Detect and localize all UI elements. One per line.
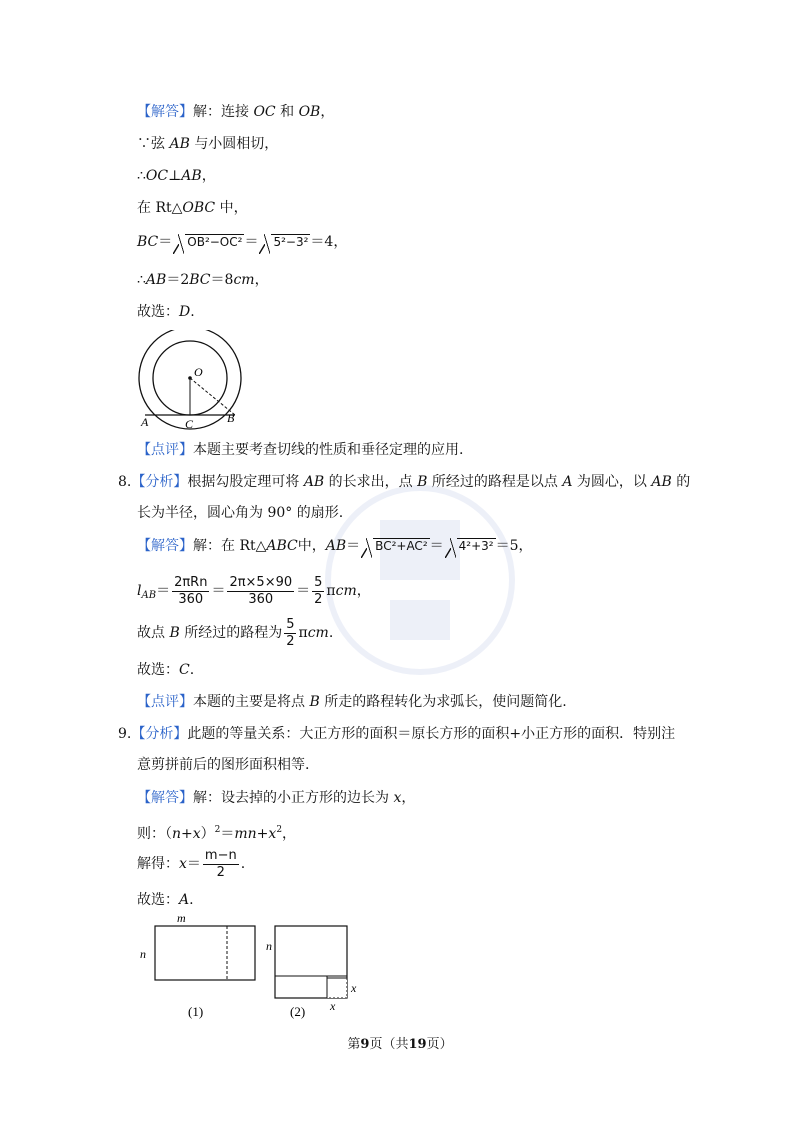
denominator: 2 [216, 864, 225, 880]
fraction [284, 617, 296, 650]
radicand: OB²−OC² [187, 235, 243, 249]
fraction [172, 575, 209, 608]
analysis-tag: 【分析】 [131, 726, 188, 742]
math-bc: BC [137, 234, 159, 250]
text: 则：（ [137, 826, 172, 842]
numerator: 5 [314, 574, 323, 590]
text: 为圆心，以 [576, 474, 647, 490]
choice-value: D [179, 304, 191, 320]
text: ， [356, 583, 371, 599]
answer-tag: 【解答】 [137, 538, 193, 554]
fraction [312, 575, 324, 608]
analysis-tag: 【分析】 [131, 474, 188, 490]
math-obc: OBC [182, 200, 216, 216]
q7-choice [137, 302, 195, 322]
subscript: AB [141, 590, 157, 601]
text: 长为半径，圆心角为 90° 的扇形. [137, 505, 344, 521]
text: 第 [347, 1037, 361, 1052]
math-ab: AB [169, 136, 190, 152]
text: . [189, 892, 194, 908]
text: 中， [219, 200, 248, 216]
unit: cm [335, 583, 357, 599]
sqrt-expr [259, 232, 310, 252]
text: 本题主要考查切线的性质和垂径定理的应用. [193, 442, 464, 458]
q7-comment [137, 440, 463, 460]
text: 故选： [137, 892, 179, 908]
text: ， [401, 790, 416, 806]
sqrt-expr [173, 232, 244, 252]
answer-tag: 【解答】 [137, 790, 193, 806]
text: 意剪拼前后的图形面积相等. [137, 757, 310, 773]
math-expr: n+x [172, 826, 201, 842]
sqrt-expr [361, 536, 429, 556]
text: 解：设去掉的小正方形的边长为 [193, 790, 389, 806]
math-x: x [179, 856, 187, 872]
math-oc: OC [145, 168, 169, 184]
q7-line-2 [137, 134, 278, 154]
math-b: B [169, 625, 180, 641]
q7-line-4 [137, 198, 248, 218]
label-c: C [185, 417, 194, 430]
q8-path-line [137, 614, 333, 652]
math-ab: AB [181, 168, 202, 184]
perp-symbol: ⊥ [168, 168, 182, 184]
q9-rectangle-figure [130, 908, 370, 1023]
text: ∵弦 [137, 136, 165, 152]
q9-solution [137, 845, 245, 883]
page-total: 19 [408, 1037, 427, 1052]
text: ＝ [244, 234, 259, 250]
math-b: B [417, 474, 428, 490]
text: ， [282, 826, 297, 842]
text: 解得： [137, 856, 179, 872]
text: 故选： [137, 662, 179, 678]
text: 故选： [137, 304, 179, 320]
text: ＝2 [166, 272, 190, 288]
math-l: l [137, 583, 142, 599]
text: 根据勾股定理可将 [187, 474, 300, 490]
text: 页） [426, 1037, 453, 1052]
q7-line-5 [137, 232, 347, 252]
text: ＝4， [310, 234, 348, 250]
numerator: 2π×5×90 [229, 574, 293, 590]
text: . [240, 856, 246, 872]
math-a: A [562, 474, 573, 490]
text: ＝ [186, 856, 201, 872]
text: 解：连接 [193, 104, 249, 120]
text: 本题的主要是将点 [193, 694, 305, 710]
text: 所经过的路程为 [184, 625, 283, 641]
unit: cm [233, 272, 255, 288]
fraction [203, 848, 239, 881]
center-point [188, 376, 192, 380]
text: 此题的等量关系：大正方形的面积＝原长方形的面积+小正方形的面积．特别注 [187, 726, 676, 742]
superscript: 2 [276, 825, 283, 835]
text: ＝8 [210, 272, 234, 288]
radicand: 5²−3² [273, 235, 309, 249]
math-bc: BC [189, 272, 211, 288]
math-ab: AB [651, 474, 672, 490]
question-number: 9. [118, 726, 132, 742]
q7-answer-line [137, 102, 334, 122]
pi-symbol: π [326, 583, 336, 599]
text: 中， [297, 538, 326, 554]
text: ∴ [137, 168, 146, 184]
q7-circle-figure [137, 330, 252, 430]
page-footer [0, 1035, 800, 1055]
text: 所走的路程转化为求弧长，使问题简化. [324, 694, 567, 710]
q9-analysis-line-1 [118, 724, 675, 744]
text: ＝ [346, 538, 361, 554]
q9-choice [137, 890, 194, 910]
text: 的长求出，点 [328, 474, 413, 490]
sqrt-expr [445, 536, 496, 556]
text: 故点 [137, 625, 165, 641]
q8-analysis-line-1 [118, 472, 690, 492]
q8-choice [137, 660, 194, 680]
radicand: BC²+AC² [375, 539, 428, 553]
text: 和 [280, 104, 295, 120]
label-n: n [140, 947, 146, 961]
answer-tag: 【解答】 [137, 104, 193, 120]
fraction [227, 575, 294, 608]
q8-comment [137, 692, 567, 712]
text: 页（共 [369, 1037, 409, 1052]
label-n: n [266, 939, 272, 953]
label-a: A [141, 415, 149, 429]
math-abc: ABC [266, 538, 298, 554]
q8-analysis-line-2 [137, 503, 343, 523]
pi-symbol: π [298, 625, 308, 641]
q8-arc-length [137, 572, 371, 615]
q7-line-6 [137, 270, 269, 290]
question-number: 8. [118, 474, 132, 490]
text: ） [200, 826, 215, 842]
text: ＝ [211, 583, 226, 599]
rectangle-1 [155, 926, 255, 980]
q7-line-3 [137, 166, 216, 186]
text: 解：在 Rt△ [193, 538, 267, 554]
label-x: x [330, 999, 336, 1013]
numerator: 2πRn [174, 574, 208, 590]
q8-answer-line-1 [137, 536, 533, 556]
text: ＝5， [495, 538, 533, 554]
q9-analysis-line-2 [137, 755, 309, 775]
text: ＝ [296, 583, 311, 599]
text: 所经过的路程是以点 [431, 474, 558, 490]
math-ab: AB [325, 538, 347, 554]
math-x: x [393, 790, 402, 806]
caption-2: (2) [290, 1004, 306, 1019]
unit: cm [307, 625, 329, 641]
comment-tag: 【点评】 [137, 694, 193, 710]
math-b: B [309, 694, 320, 710]
q9-equation [137, 820, 296, 844]
label-m: m [177, 911, 186, 925]
text: 在 Rt△ [137, 200, 183, 216]
choice-value: A [179, 892, 190, 908]
text: ， [254, 272, 269, 288]
math-ab: AB [303, 474, 325, 490]
q9-answer-line-1 [137, 788, 415, 808]
denominator: 2 [286, 633, 295, 649]
text: ＝ [429, 538, 444, 554]
text: 的 [676, 474, 691, 490]
label-o: O [194, 365, 203, 379]
text: ＝ [158, 234, 173, 250]
denominator: 360 [178, 591, 204, 607]
text: ＝ [156, 583, 171, 599]
math-ob: OB [298, 104, 321, 120]
text: ∴ [137, 272, 146, 288]
numerator: m−n [204, 847, 237, 863]
segment-ob [190, 378, 235, 415]
caption-1: (1) [188, 1004, 204, 1019]
math-oc: OC [253, 104, 276, 120]
text: . [328, 625, 334, 641]
label-b: B [227, 411, 235, 425]
text: . [190, 304, 195, 320]
math-ab: AB [145, 272, 167, 288]
text: ＝ [220, 826, 235, 842]
comment-tag: 【点评】 [137, 442, 193, 458]
denominator: 2 [314, 591, 323, 607]
text: ， [201, 168, 216, 184]
radicand: 4²+3² [458, 539, 494, 553]
text: ， [320, 104, 335, 120]
label-x: x [351, 981, 357, 995]
text: . [189, 662, 195, 678]
math-expr: mn+x [234, 826, 277, 842]
numerator: 5 [286, 616, 295, 632]
denominator: 360 [248, 591, 274, 607]
page-number: 9 [360, 1037, 370, 1052]
text: 与小圆相切， [194, 136, 279, 152]
choice-value: C [179, 662, 190, 678]
superscript: 2 [214, 825, 221, 835]
